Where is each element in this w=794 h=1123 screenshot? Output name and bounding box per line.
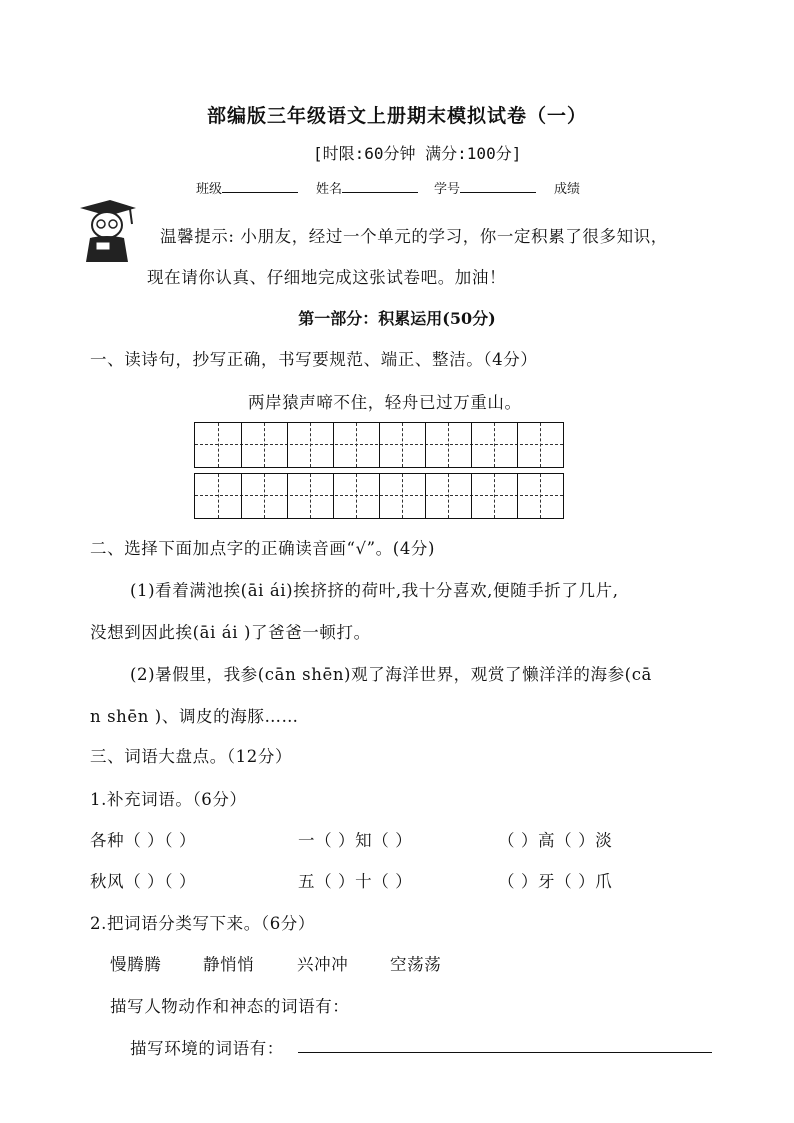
fill-item[interactable]: （ ）牙（ ）爪 <box>498 872 613 891</box>
grid-divider <box>241 423 242 467</box>
word-item: 静悄悄 <box>203 955 255 974</box>
id-label: 学号 <box>434 182 461 197</box>
id-blank[interactable] <box>460 180 536 193</box>
q3-heading: 三、词语大盘点。（12分） <box>90 747 293 766</box>
word-item: 空荡荡 <box>390 955 442 974</box>
grid-divider <box>356 474 357 518</box>
grid-divider <box>448 474 449 518</box>
grid-divider <box>310 423 311 467</box>
doctor-cartoon-icon <box>74 198 140 264</box>
grid-divider <box>494 474 495 518</box>
grid-divider <box>494 423 495 467</box>
word-item: 兴冲冲 <box>297 955 349 974</box>
grid-divider <box>425 474 426 518</box>
score-label: 成绩 <box>554 182 581 197</box>
grid-divider <box>517 423 518 467</box>
grid-divider <box>471 474 472 518</box>
grid-divider <box>425 423 426 467</box>
class-blank[interactable] <box>222 180 298 193</box>
q2-line-1: (1)看着满池挨(āi ái)挨挤挤的荷叶,我十分喜欢,便随手折了几片, <box>130 581 619 600</box>
fill-item[interactable]: 各种（ ）（ ） <box>90 831 197 850</box>
fill-item[interactable]: 秋风（ ）（ ） <box>90 872 197 891</box>
q2-line-4: n shēn )、调皮的海豚…… <box>90 707 299 726</box>
grid-divider <box>264 474 265 518</box>
grid-divider <box>310 474 311 518</box>
writing-grid-row-2[interactable] <box>194 473 564 519</box>
category-2-answer-line[interactable] <box>298 1052 712 1053</box>
q1-heading: 一、读诗句，抄写正确，书写要规范、端正、整洁。（4分） <box>90 350 538 369</box>
grid-divider <box>402 423 403 467</box>
score-field <box>554 178 580 197</box>
grid-divider <box>287 474 288 518</box>
grid-divider <box>379 474 380 518</box>
grid-divider <box>540 423 541 467</box>
id-field <box>434 178 536 197</box>
grid-divider <box>218 423 219 467</box>
grid-divider <box>264 423 265 467</box>
grid-divider <box>540 474 541 518</box>
grid-divider <box>356 423 357 467</box>
exam-limits: [时限:60分钟 满分:100分] <box>313 144 522 163</box>
class-field <box>196 178 298 197</box>
grid-divider <box>517 474 518 518</box>
tip-line-2: 现在请你认真、仔细地完成这张试卷吧。加油！ <box>147 268 507 287</box>
grid-divider <box>333 423 334 467</box>
q2-line-3: (2)暑假里，我参(cān shēn)观了海洋世界，观赏了懒洋洋的海参(cā <box>130 665 652 684</box>
word-item: 慢腾腾 <box>110 955 162 974</box>
grid-divider <box>448 423 449 467</box>
grid-divider <box>287 423 288 467</box>
grid-divider <box>241 474 242 518</box>
name-blank[interactable] <box>342 180 418 193</box>
grid-divider <box>379 423 380 467</box>
fill-item[interactable]: （ ）高（ ）淡 <box>498 831 613 850</box>
grid-divider <box>218 474 219 518</box>
grid-divider <box>333 474 334 518</box>
fill-item[interactable]: 五（ ）十（ ） <box>298 872 413 891</box>
q2-line-2: 没想到因此挨(āi ái )了爸爸一顿打。 <box>90 623 371 642</box>
q3-sub1: 1.补充词语。（6分） <box>90 790 247 809</box>
q2-heading: 二、选择下面加点字的正确读音画“√”。(4分) <box>90 539 436 558</box>
name-label: 姓名 <box>316 182 343 197</box>
name-field <box>316 178 418 197</box>
tip-line-1: 温馨提示: 小朋友，经过一个单元的学习，你一定积累了很多知识， <box>160 227 668 246</box>
class-label: 班级 <box>196 182 223 197</box>
category-1-label: 描写人物动作和神态的词语有： <box>110 997 350 1016</box>
writing-grid-row-1[interactable] <box>194 422 564 468</box>
page-title: 部编版三年级语文上册期末模拟试卷（一） <box>206 105 587 127</box>
category-2-label: 描写环境的词语有： <box>130 1039 284 1058</box>
grid-divider <box>471 423 472 467</box>
poem-line: 两岸猿声啼不住，轻舟已过万重山。 <box>248 393 522 412</box>
q3-sub2: 2.把词语分类写下来。（6分） <box>90 914 315 933</box>
fill-item[interactable]: 一（ ）知（ ） <box>298 831 413 850</box>
grid-divider <box>402 474 403 518</box>
part-one-heading: 第一部分：积累运用(50分) <box>298 309 496 328</box>
